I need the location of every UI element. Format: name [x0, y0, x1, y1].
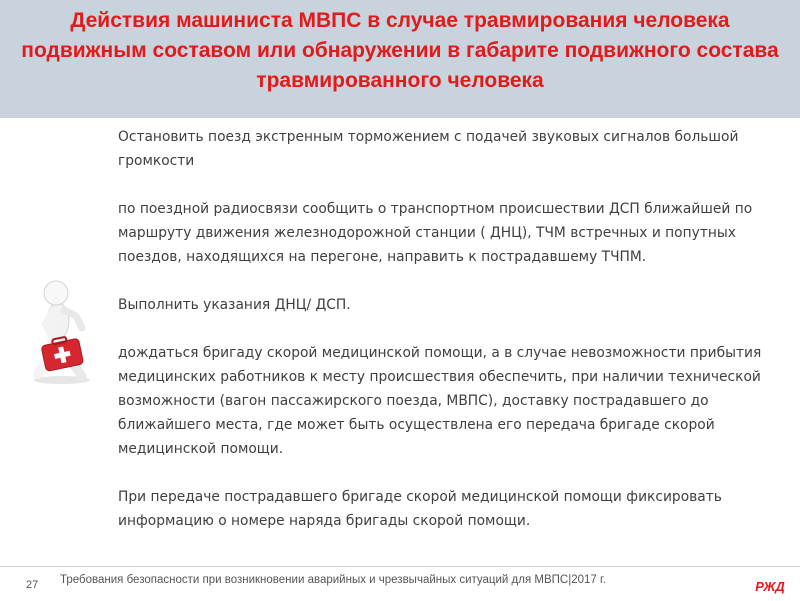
list-item — [104, 341, 794, 461]
list-item-text: При передаче пострадавшего бригаде скорой медицинской помощи фиксировать информацию о номере наряда бригады скорой помощи. — [118, 489, 722, 529]
page-number: 27 — [26, 579, 39, 591]
rzd-logo-icon — [752, 577, 788, 595]
figure-with-first-aid-kit-icon — [22, 276, 102, 386]
title-band — [0, 0, 800, 118]
checkbox-bullet-icon — [104, 341, 116, 365]
footer-text: Требования безопасности при возникновении аварийных и чрезвычайных ситуаций для МВПС|2017 г. — [60, 574, 606, 586]
figure-head — [44, 281, 68, 305]
list-item-text: по поездной радиосвязи сообщить о транспортном происшествии ДСП ближайшей по маршруту движения железнодорожной станции ( ДНЦ), ТЧМ встречных и попутных поездов, находящихся на перегоне, направить к пострадавшему ТЧПМ. — [118, 201, 753, 265]
footer — [0, 566, 800, 601]
list-item — [104, 125, 794, 173]
checkbox-bullet-icon — [104, 293, 116, 317]
list-item-text: Выполнить указания ДНЦ/ ДСП. — [118, 297, 351, 313]
list-item — [104, 197, 794, 269]
slide-title: Действия машиниста МВПС в случае травмирования человека подвижным составом или обнаружении в габарите подвижного состава травмированного человека — [21, 9, 779, 92]
list-item — [104, 293, 794, 317]
checkbox-bullet-icon — [104, 197, 116, 221]
list-item — [104, 485, 794, 533]
list-item-text: Остановить поезд экстренным торможением с подачей звуковых сигналов большой громкости — [118, 129, 739, 169]
list-item-text: дождаться бригаду скорой медицинской помощи, а в случае невозможности прибытия медицинских работников к месту происшествия обеспечить, при наличии технической возможности (вагон пассажирского поезда, МВПС), доставку пострадавшего до ближайшего места, где может быть осуществлена его передача бригаде скорой медицинской помощи. — [118, 345, 762, 457]
content-list — [104, 125, 794, 557]
checkbox-bullet-icon — [104, 485, 116, 509]
rzd-logo-text: РЖД — [755, 579, 785, 594]
checkbox-bullet-icon — [104, 125, 116, 149]
